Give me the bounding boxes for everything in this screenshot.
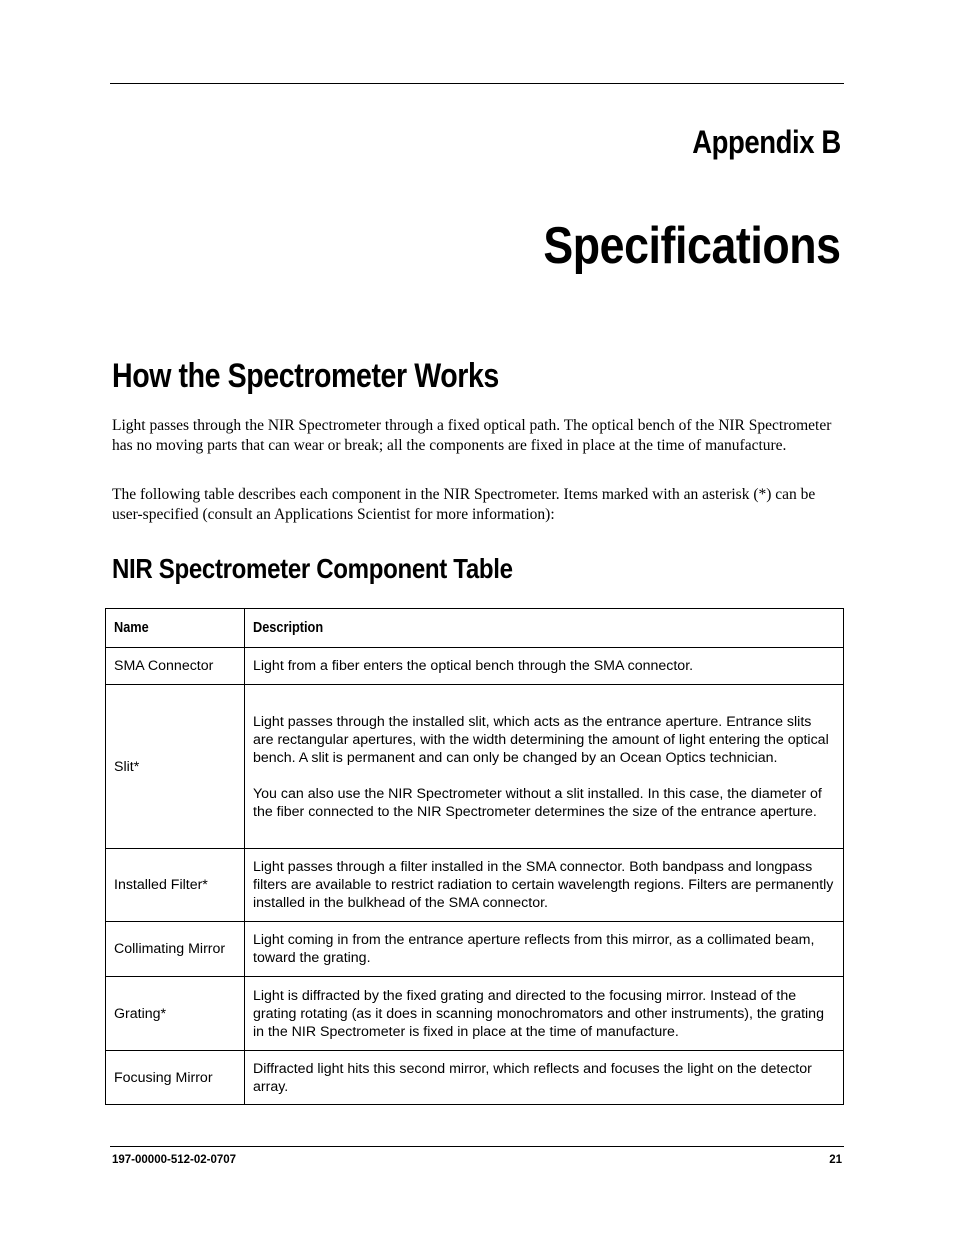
footer-page-number: 21 bbox=[829, 1154, 842, 1166]
table-row bbox=[106, 648, 844, 685]
footer-rule bbox=[110, 1146, 844, 1147]
row-description-text: Light is diffracted by the fixed grating and directed to the focusing mirror. Instead of the grating rotating (as it does in scanning monochromators and other instruments), the grating in the NIR Spectrometer is fixed in place at the time of manufacture. bbox=[253, 987, 824, 1040]
row-description-text: Light passes through a filter installed in the SMA connector. Both bandpass and longpass filters are available to restrict radiation to certain wavelength regions. Filters are permanently installed in the bulkhead of the SMA connector. bbox=[253, 859, 834, 911]
row-name: Focusing Mirror bbox=[106, 1051, 245, 1105]
row-description-text-2: You can also use the NIR Spectrometer without a slit installed. In this case, the diameter of the fiber connected to the NIR Spectrometer determines the size of the entrance aperture. bbox=[253, 785, 822, 820]
table-row bbox=[106, 977, 844, 1051]
row-description bbox=[245, 849, 844, 922]
header-name-cell bbox=[106, 609, 245, 648]
row-name: Installed Filter* bbox=[106, 849, 245, 922]
row-description-text: Light passes through the installed slit, which acts as the entrance aperture. Entrance slits are rectangular apertures, with the width determining the amount of light entering the optical bench. A slit is permanent and can only be changed by an Ocean Optics technician. bbox=[253, 713, 829, 766]
row-description bbox=[245, 922, 844, 977]
row-description bbox=[245, 977, 844, 1051]
table-row bbox=[106, 1051, 844, 1105]
header-description-cell bbox=[245, 609, 844, 648]
row-description bbox=[245, 648, 844, 685]
header-rule bbox=[110, 83, 844, 84]
paragraph-optical-path: Light passes through the NIR Spectrometer through a fixed optical path. The optical bench of the NIR Spectrometer has no moving parts that can wear or break; all the components are fixed in place at the time of manufacture. bbox=[112, 417, 832, 454]
chapter-title: Specifications bbox=[543, 217, 841, 275]
row-description bbox=[245, 1051, 844, 1105]
row-description-text: Light from a fiber enters the optical bench through the SMA connector. bbox=[253, 658, 694, 674]
section-heading-how-it-works: How the Spectrometer Works bbox=[112, 357, 499, 395]
header-description: Description bbox=[253, 619, 324, 636]
table-row bbox=[106, 849, 844, 922]
table-header-row bbox=[106, 609, 844, 648]
row-description-text: Diffracted light hits this second mirror, which reflects and focuses the light on the detector array. bbox=[253, 1060, 812, 1095]
row-name: Grating* bbox=[106, 977, 245, 1051]
row-name: Slit* bbox=[106, 685, 245, 849]
table-row bbox=[106, 685, 844, 849]
component-table bbox=[105, 608, 844, 1105]
row-description-text: Light coming in from the entrance aperture reflects from this mirror, as a collimated beam, toward the grating. bbox=[253, 932, 815, 966]
row-description bbox=[245, 685, 844, 849]
row-name: Collimating Mirror bbox=[106, 922, 245, 977]
section-heading-component-table: NIR Spectrometer Component Table bbox=[112, 553, 513, 584]
row-name: SMA Connector bbox=[106, 648, 245, 685]
footer-doc-number: 197-00000-512-02-0707 bbox=[112, 1154, 237, 1166]
appendix-label: Appendix B bbox=[692, 124, 841, 160]
paragraph-table-intro: The following table describes each component in the NIR Spectrometer. Items marked with an asterisk (*) can be user-specified (consult an Applications Scientist for more information): bbox=[112, 486, 816, 523]
header-name: Name bbox=[114, 619, 149, 636]
table-row bbox=[106, 922, 844, 977]
